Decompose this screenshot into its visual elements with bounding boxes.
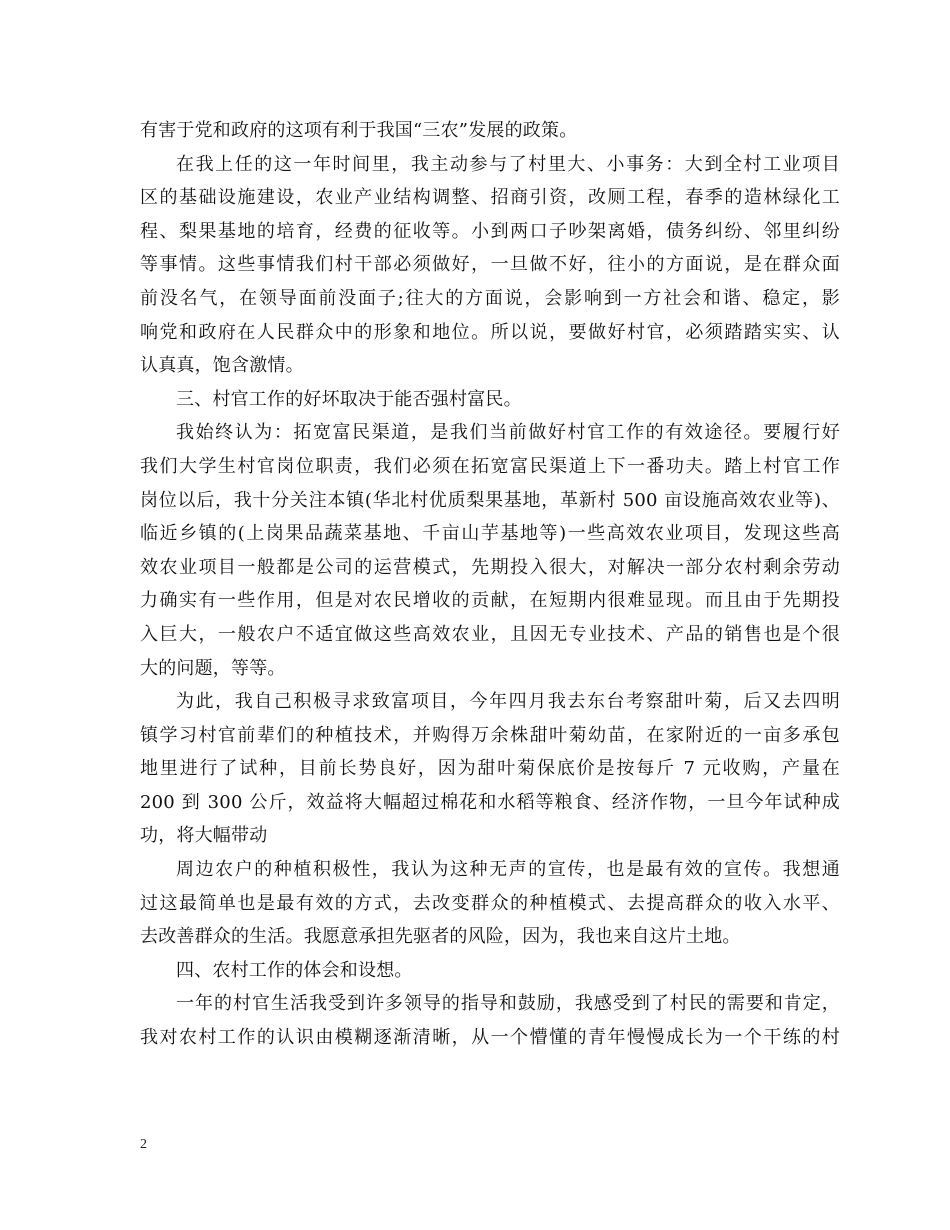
text-line: 过这最简单也是最有效的方式，去改变群众的种植模式、去提高群众的收入水平、 — [140, 892, 840, 914]
page-number: 2 — [140, 1137, 147, 1152]
text-line: 200 到 300 公斤，效益将大幅超过棉花和水稻等粮食、经济作物，一旦今年试种成 — [140, 791, 840, 813]
text-line: 大的问题，等等。 — [140, 657, 286, 679]
text-line: 区的基础设施建设，农业产业结构调整、招商引资，改厕工程，春季的造林绿化工 — [140, 187, 840, 209]
text-line: 地里进行了试种，目前长势良好，因为甜叶菊保底价是按每斤 7 元收购，产量在 — [140, 758, 840, 780]
text-line: 临近乡镇的(上岗果品蔬菜基地、千亩山芋基地等)一些高效农业项目，发现这些高 — [140, 523, 840, 545]
text-line: 岗位以后，我十分关注本镇(华北村优质梨果基地，革新村 500 亩设施高效农业等)、 — [140, 489, 840, 511]
text-line: 程、梨果基地的培育，经费的征收等。小到两口子吵架离婚，债务纠纷、邻里纠纷 — [140, 220, 840, 242]
text-line: 效农业项目一般都是公司的运营模式，先期投入很大，对解决一部分农村剩余劳动 — [140, 556, 840, 578]
text-line: 力确实有一些作用，但是对农民增收的贡献，在短期内很难显现。而且由于先期投 — [140, 590, 840, 612]
text-line: 认真真，饱含激情。 — [140, 355, 304, 377]
document-body — [140, 114, 840, 1055]
text-line: 我们大学生村官岗位职责，我们必须在拓宽富民渠道上下一番功夫。踏上村官工作 — [140, 455, 840, 477]
text-line: 去改善群众的生活。我愿意承担先驱者的风险，因为，我也来自这片土地。 — [140, 926, 741, 948]
text-line: 在我上任的这一年时间里，我主动参与了村里大、小事务：大到全村工业项目 — [176, 153, 840, 175]
text-line: 我始终认为：拓宽富民渠道，是我们当前做好村官工作的有效途径。要履行好 — [176, 422, 840, 444]
text-line: 功，将大幅带动 — [140, 825, 268, 847]
text-line: 一年的村官生活我受到许多领导的指导和鼓励，我感受到了村民的需要和肯定， — [176, 993, 840, 1015]
text-line: 响党和政府在人民群众中的形象和地位。所以说，要做好村官，必须踏踏实实、认 — [140, 321, 840, 343]
text-line: 三、村官工作的好坏取决于能否强村富民。 — [176, 388, 522, 410]
text-line: 四、农村工作的体会和设想。 — [176, 959, 413, 981]
text-line: 周边农户的种植积极性，我认为这种无声的宣传，也是最有效的宣传。我想通 — [176, 859, 840, 881]
text-line: 为此，我自己积极寻求致富项目，今年四月我去东台考察甜叶菊，后又去四明 — [176, 691, 840, 713]
text-line: 镇学习村官前辈们的种植技术，并购得万余株甜叶菊幼苗，在家附近的一亩多承包 — [140, 724, 840, 746]
text-line: 等事情。这些事情我们村干部必须做好，一旦做不好，往小的方面说，是在群众面 — [140, 254, 840, 276]
text-line: 前没名气，在领导面前没面子;往大的方面说，会影响到一方社会和谐、稳定，影 — [140, 287, 840, 309]
text-line: 入巨大，一般农户不适宜做这些高效农业，且因无专业技术、产品的销售也是个很 — [140, 623, 840, 645]
text-line: 有害于党和政府的这项有利于我国“三农”发展的政策。 — [140, 120, 578, 141]
text-line: 我对农村工作的认识由模糊逐渐清晰，从一个懵懂的青年慢慢成长为一个干练的村 — [140, 1027, 840, 1049]
